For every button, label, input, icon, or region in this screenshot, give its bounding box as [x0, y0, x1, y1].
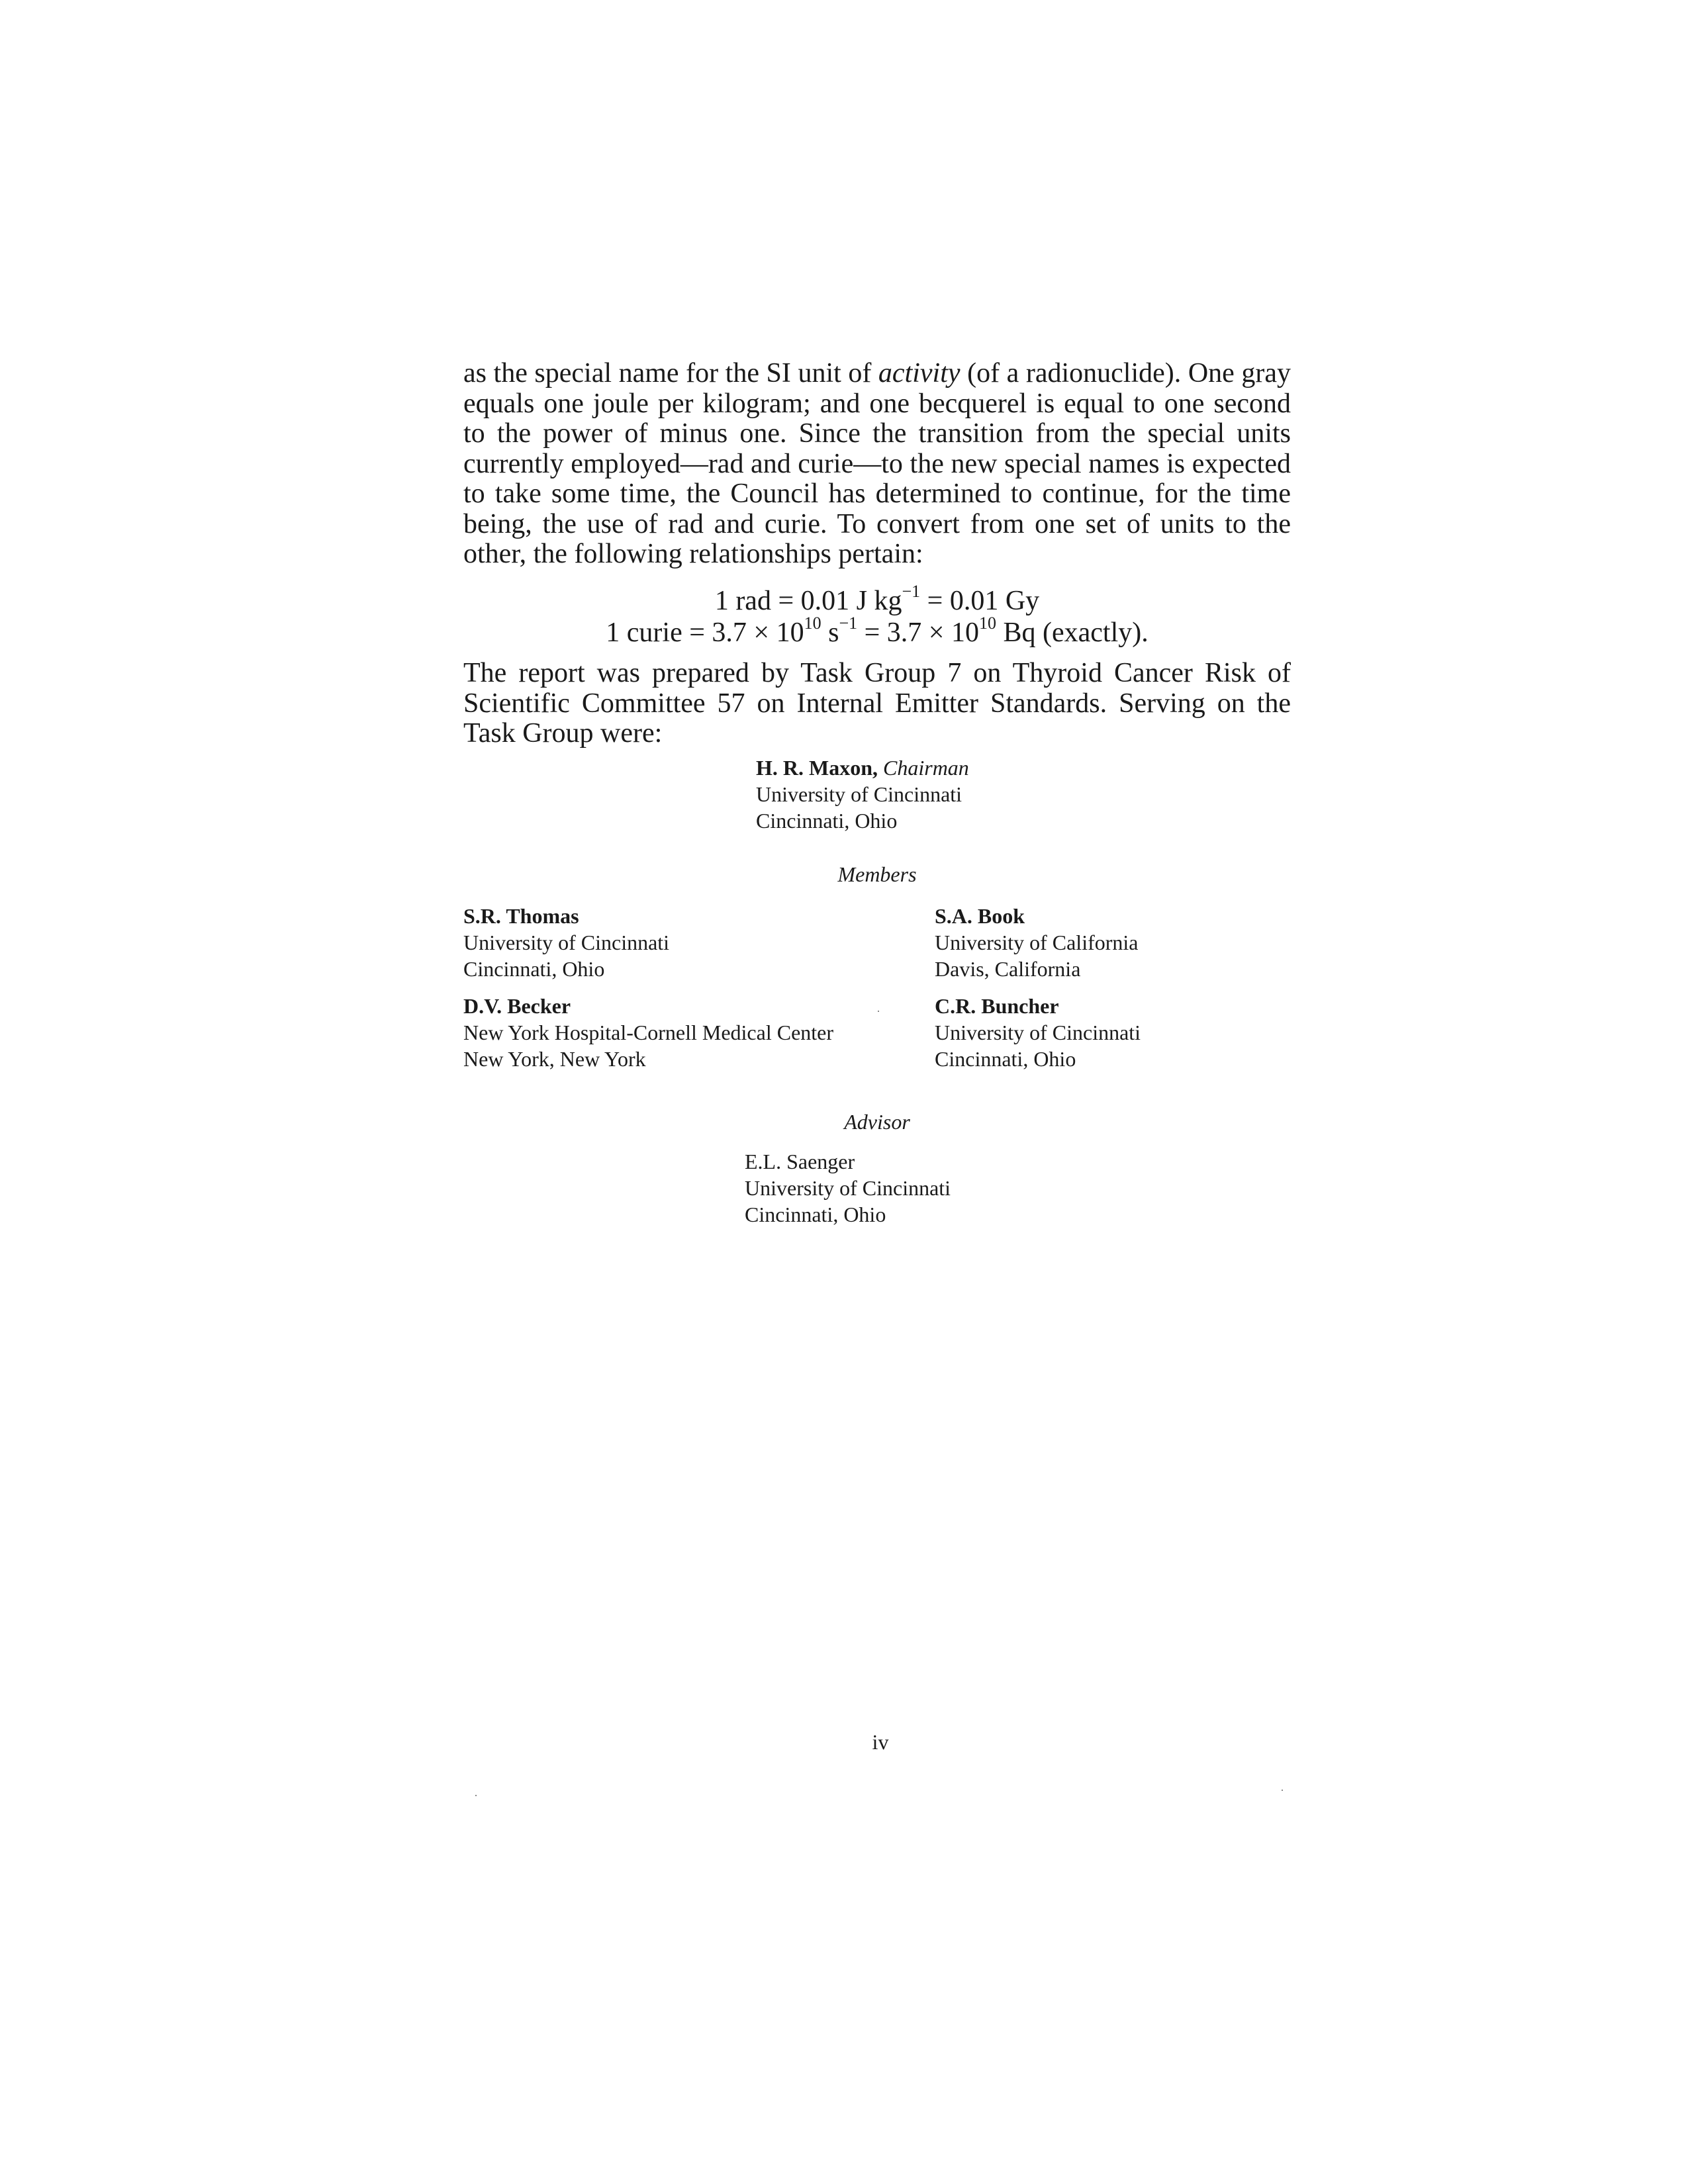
- intro-text-rest: (of a radionuclide). One gray equals one joule per kilogram; and one becquerel is equal to one second to the power of minus one. Since the transition from the special units currently employed—rad and curie—to the new special names is expected to take some time, the Council has determined to continue, for the time being, the use of rad and curie. To convert from one set of units to the other, the following relationships pertain:: [463, 358, 1291, 569]
- eq-rad-exp1: −1: [902, 582, 921, 601]
- intro-italic-term: activity: [878, 358, 961, 388]
- scan-speck: [1282, 1790, 1283, 1791]
- member-affiliation: University of Cincinnati: [463, 931, 670, 954]
- eq-curie-part3: = 3.7 × 10: [857, 617, 979, 648]
- member-block: [935, 993, 1141, 1072]
- equation-curie: [463, 614, 1291, 648]
- eq-rad-part1: 1 rad = 0.01 J kg: [714, 586, 902, 616]
- member-block: [463, 993, 833, 1072]
- member-affiliation: New York Hospital-Cornell Medical Center: [463, 1021, 834, 1044]
- eq-curie-part4: Bq (exactly).: [996, 617, 1149, 648]
- chairman-affiliation: University of Cincinnati: [756, 782, 962, 806]
- eq-curie-exp1: 10: [804, 614, 821, 633]
- equation-rad: [463, 582, 1291, 616]
- eq-curie-exp3: 10: [978, 614, 996, 633]
- chairman-location: Cincinnati, Ohio: [756, 809, 898, 833]
- member-block: [463, 903, 669, 982]
- intro-text-start: as the special name for the SI unit of: [463, 358, 878, 388]
- task-group-paragraph: The report was prepared by Task Group 7 on Thyroid Cancer Risk of Scientific Committee 57 on Internal Emitter Standards. Serving on the Task Group were:: [463, 658, 1291, 749]
- advisor-affiliation: University of Cincinnati: [745, 1176, 951, 1200]
- member-block: [935, 903, 1138, 982]
- chairman-name: H. R. Maxon,: [756, 756, 878, 780]
- page-number: iv: [872, 1730, 889, 1754]
- member-location: Cincinnati, Ohio: [935, 1047, 1076, 1071]
- member-name: S.R. Thomas: [463, 904, 579, 928]
- scan-speck: [475, 1795, 477, 1796]
- member-location: New York, New York: [463, 1047, 646, 1071]
- member-location: Davis, California: [935, 957, 1081, 981]
- member-name: C.R. Buncher: [935, 994, 1059, 1018]
- advisor-block: [745, 1148, 951, 1228]
- members-heading: Members: [837, 862, 917, 886]
- member-affiliation: University of Cincinnati: [935, 1021, 1141, 1044]
- chairman-block: [756, 754, 969, 834]
- member-name: D.V. Becker: [463, 994, 571, 1018]
- advisor-name: E.L. Saenger: [745, 1150, 855, 1173]
- scan-speck: [878, 1011, 879, 1012]
- eq-curie-part2: s: [821, 617, 839, 648]
- eq-curie-part1: 1 curie = 3.7 × 10: [606, 617, 804, 648]
- intro-paragraph: [463, 359, 1291, 570]
- member-name: S.A. Book: [935, 904, 1025, 928]
- advisor-heading: Advisor: [844, 1110, 910, 1134]
- advisor-location: Cincinnati, Ohio: [745, 1203, 886, 1226]
- chairman-role: Chairman: [878, 756, 969, 780]
- member-affiliation: University of California: [935, 931, 1139, 954]
- member-location: Cincinnati, Ohio: [463, 957, 605, 981]
- eq-rad-part2: = 0.01 Gy: [920, 586, 1040, 616]
- eq-curie-exp2: −1: [839, 614, 858, 633]
